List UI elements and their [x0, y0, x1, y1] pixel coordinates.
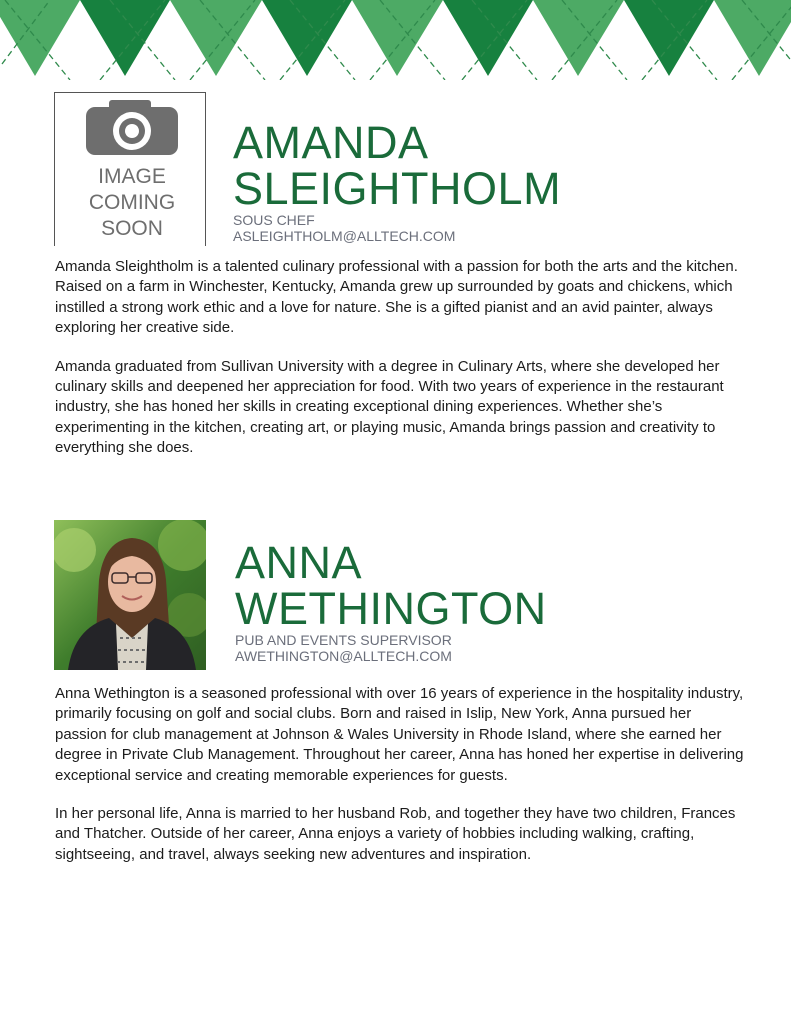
- headshot-photo: [54, 520, 206, 670]
- name-block-amanda: [233, 117, 562, 244]
- argyle-banner: [0, 0, 791, 80]
- email: ASLEIGHTHOLM@ALLTECH.COM: [233, 228, 456, 244]
- first-name: AMANDA: [233, 117, 429, 168]
- email: AWETHINGTON@ALLTECH.COM: [235, 648, 452, 664]
- last-name: WETHINGTON: [235, 583, 547, 634]
- first-name: ANNA: [235, 537, 363, 588]
- bio-paragraph: In her personal life, Anna is married to her husband Rob, and together they have two children, Frances and Thatcher. Outside of her career, Anna enjoys a variety of hobbies including walking, crafting, sightseeing, and travel, always seeking new adventures and inspiration.: [55, 805, 736, 863]
- job-title: SOUS CHEF: [233, 212, 315, 228]
- bio-paragraph: Amanda graduated from Sullivan University with a degree in Culinary Arts, where she developed her culinary skills and deepened her appreciation for food. With two years of experience in the restaurant industry, she has honed her skills in creating exceptional dining experiences. Whether she’s experimenting in the kitchen, creating art, or playing music, Amanda brings passion and creativity to everything she does.: [55, 357, 724, 457]
- bio-anna: [55, 684, 745, 883]
- bio-paragraph: Amanda Sleightholm is a talented culinary professional with a passion for both the arts and the kitchen. Raised on a farm in Winchester, Kentucky, Amanda grew up surrounded by goats and chickens, which instilled a strong work ethic and a love for nature. She is a gifted pianist and an avid painter, always exploring her creative side.: [55, 258, 738, 337]
- last-name: SLEIGHTHOLM: [233, 163, 562, 214]
- name-block-anna: [235, 537, 547, 664]
- placeholder-line-1: IMAGE: [98, 165, 166, 188]
- bio-amanda: [55, 257, 745, 477]
- placeholder-line-3: SOON: [101, 217, 163, 240]
- placeholder-line-2: COMING: [88, 191, 176, 214]
- job-title: PUB AND EVENTS SUPERVISOR: [235, 632, 452, 648]
- camera-icon: [86, 100, 178, 155]
- image-coming-soon-placeholder: [54, 92, 206, 246]
- bio-paragraph: Anna Wethington is a seasoned professional with over 16 years of experience in the hospitality industry, primarily focusing on golf and social clubs. Born and raised in Islip, New York, Anna pursued her passion for club management at Johnson & Wales University in Rhode Island, where she earned her degree in Private Club Management. Throughout her career, Anna has honed her expertise in delivering exceptional service and creating memorable experiences for guests.: [55, 685, 744, 784]
